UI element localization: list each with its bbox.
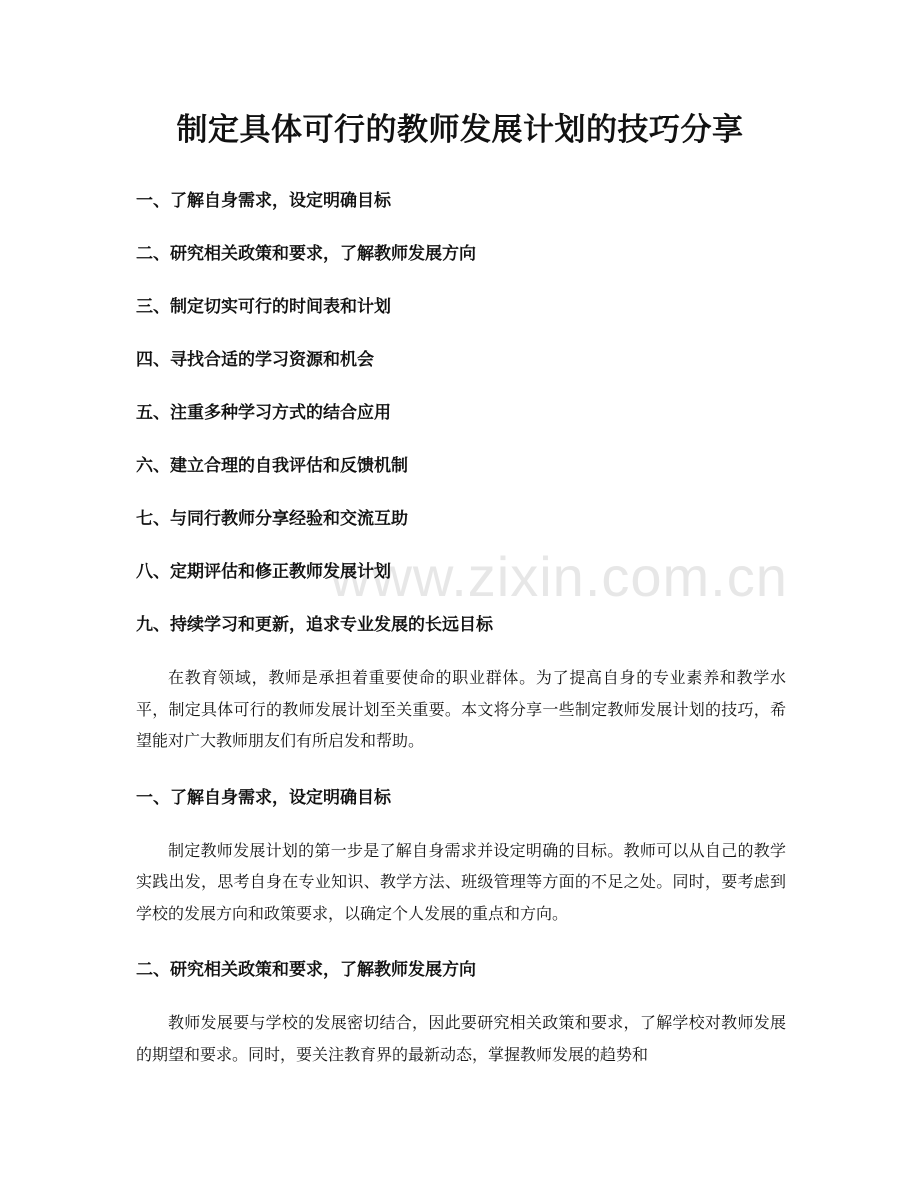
toc-item: 五、注重多种学习方式的结合应用 bbox=[136, 403, 391, 423]
toc-item: 三、制定切实可行的时间表和计划 bbox=[136, 297, 391, 317]
section-heading: 二、研究相关政策和要求，了解教师发展方向 bbox=[136, 960, 476, 980]
toc-item: 二、研究相关政策和要求，了解教师发展方向 bbox=[136, 244, 476, 264]
section-paragraph: 制定教师发展计划的第一步是了解自身需求并设定明确的目标。教师可以从自己的教学实践出发，思考自身在专业知识、教学方法、班级管理等方面的不足之处。同时，要考虑到学校的发展方向和政策要求，以确定个人发展的重点和方向。 bbox=[136, 840, 786, 923]
intro-paragraph: 在教育领域，教师是承担着重要使命的职业群体。为了提高自身的专业素养和教学水平，制定具体可行的教师发展计划至关重要。本文将分享一些制定教师发展计划的技巧，希望能对广大教师朋友们有所启发和帮助。 bbox=[136, 668, 786, 750]
toc-item: 六、建立合理的自我评估和反馈机制 bbox=[136, 456, 408, 476]
document-title: 制定具体可行的教师发展计划的技巧分享 bbox=[176, 112, 744, 148]
section-paragraph: 教师发展要与学校的发展密切结合，因此要研究相关政策和要求，了解学校对教师发展的期望和要求。同时，要关注教育界的最新动态，掌握教师发展的趋势和 bbox=[136, 1013, 786, 1064]
document-body bbox=[136, 662, 786, 1070]
toc-item: 四、寻找合适的学习资源和机会 bbox=[136, 350, 374, 370]
table-of-contents bbox=[136, 186, 796, 663]
watermark: www.zixin.com.cn bbox=[330, 545, 788, 608]
toc-item: 一、了解自身需求，设定明确目标 bbox=[136, 191, 391, 211]
section-heading: 一、了解自身需求，设定明确目标 bbox=[136, 787, 391, 808]
toc-item: 九、持续学习和更新，追求专业发展的长远目标 bbox=[136, 615, 493, 635]
toc-item: 七、与同行教师分享经验和交流互助 bbox=[136, 509, 408, 529]
toc-item: 八、定期评估和修正教师发展计划 bbox=[136, 562, 391, 582]
